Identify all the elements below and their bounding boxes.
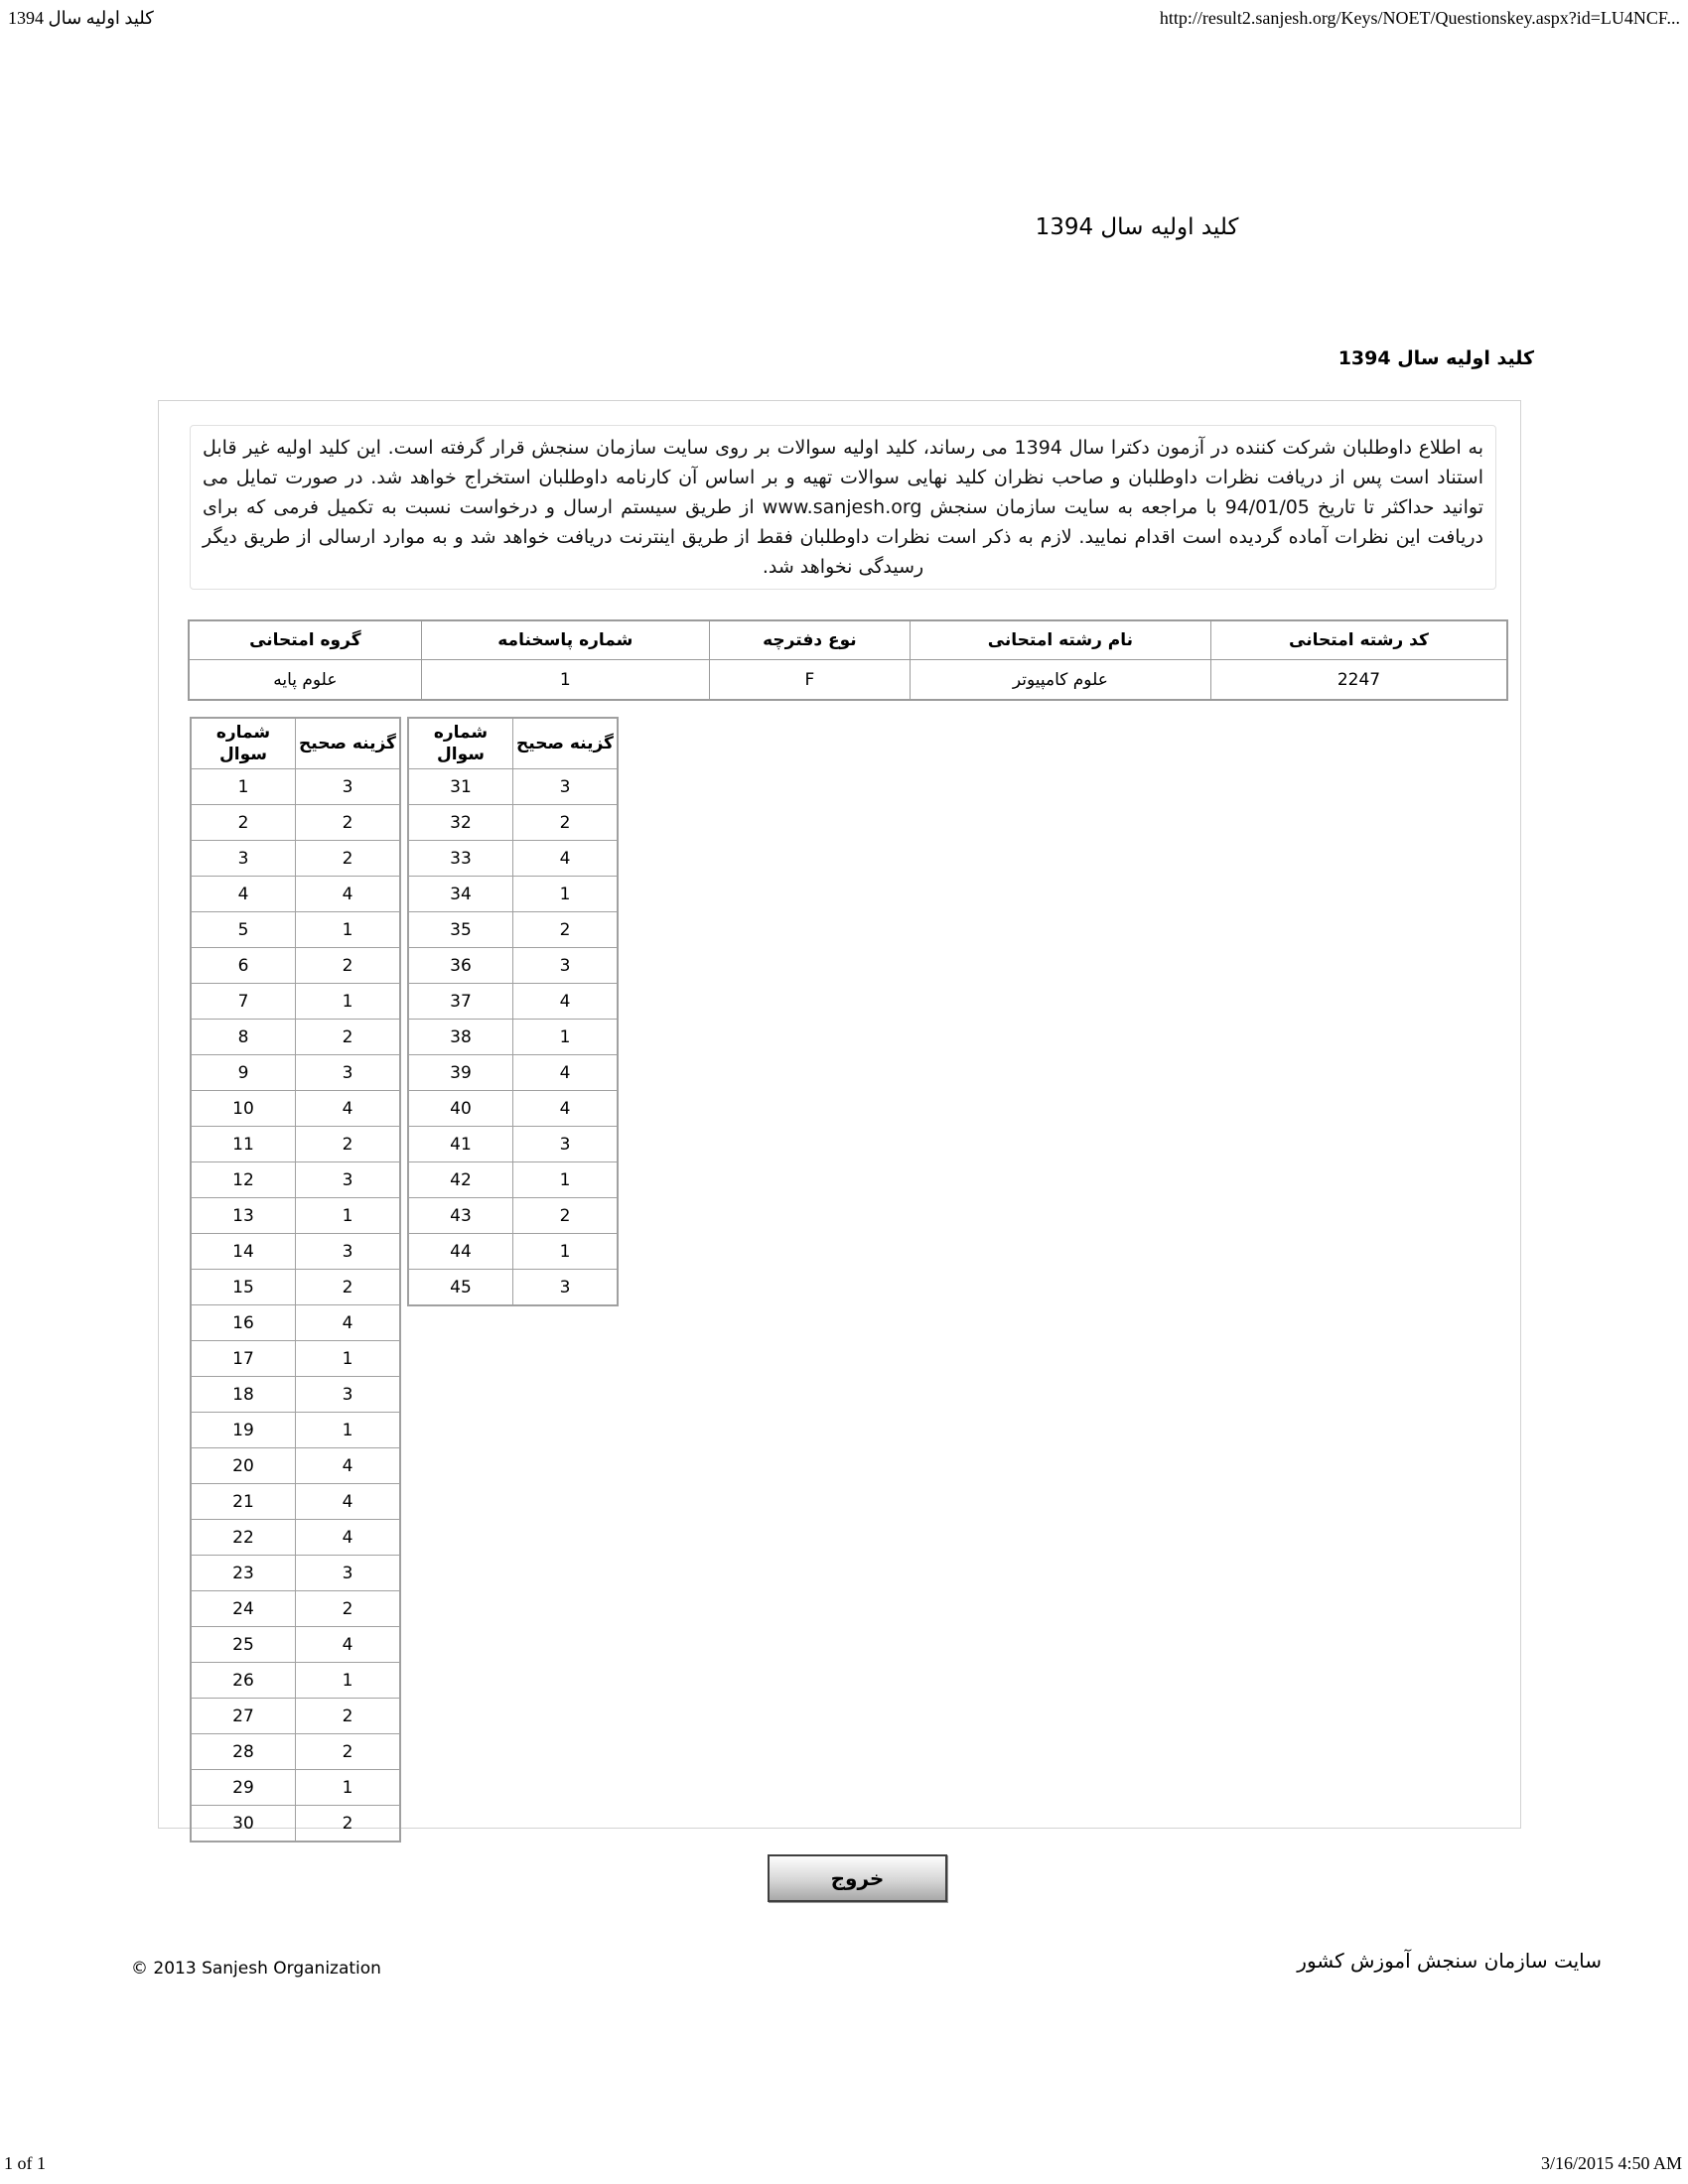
answer-row	[191, 1520, 400, 1556]
print-timestamp: 3/16/2015 4:50 AM	[1540, 2153, 1682, 2173]
answer-row	[408, 841, 618, 877]
correct-option: 4	[513, 1091, 619, 1127]
question-number: 10	[191, 1091, 296, 1127]
question-number: 17	[191, 1341, 296, 1377]
answer-row	[191, 1627, 400, 1663]
question-number: 14	[191, 1234, 296, 1270]
content-panel	[158, 400, 1521, 1834]
correct-option: 4	[296, 1305, 401, 1341]
question-number: 25	[191, 1627, 296, 1663]
question-number: 13	[191, 1198, 296, 1234]
exam-info-header-cell: نوع دفترچه	[709, 620, 910, 660]
answer-row	[408, 1198, 618, 1234]
correct-option: 3	[296, 1234, 401, 1270]
correct-option: 2	[296, 1020, 401, 1055]
answer-row	[191, 877, 400, 912]
question-number: 4	[191, 877, 296, 912]
question-number: 1	[191, 769, 296, 805]
answer-row	[191, 1591, 400, 1627]
question-number: 27	[191, 1699, 296, 1734]
answer-row	[408, 877, 618, 912]
question-number: 40	[408, 1091, 513, 1127]
answer-tables	[190, 717, 619, 1843]
answer-row	[191, 1270, 400, 1305]
correct-option: 2	[296, 841, 401, 877]
section-title: کلید اولیه سال 1394	[1337, 347, 1534, 369]
answer-row	[191, 1020, 400, 1055]
question-number: 39	[408, 1055, 513, 1091]
correct-option: 2	[296, 1270, 401, 1305]
correct-option: 4	[296, 1448, 401, 1484]
question-number: 18	[191, 1377, 296, 1413]
print-header-url: http://result2.sanjesh.org/Keys/NOET/Questionskey.aspx?id=LU4NCF...	[1159, 8, 1680, 28]
question-number: 42	[408, 1162, 513, 1198]
question-number: 7	[191, 984, 296, 1020]
question-number: 45	[408, 1270, 513, 1306]
correct-option-header: گزینه صحیح	[296, 718, 401, 769]
correct-option: 2	[296, 1127, 401, 1162]
answer-row	[408, 1020, 618, 1055]
question-number: 28	[191, 1734, 296, 1770]
correct-option: 1	[513, 877, 619, 912]
exam-info-value-row	[189, 660, 1507, 701]
correct-option: 2	[296, 1734, 401, 1770]
answer-row	[191, 769, 400, 805]
correct-option: 4	[296, 1520, 401, 1556]
answer-row	[408, 1127, 618, 1162]
correct-option: 2	[296, 948, 401, 984]
answer-row	[191, 1699, 400, 1734]
answer-row	[191, 1484, 400, 1520]
correct-option: 2	[513, 912, 619, 948]
answer-row	[191, 841, 400, 877]
correct-option: 1	[296, 1413, 401, 1448]
correct-option: 1	[296, 912, 401, 948]
answer-table-1-30	[190, 717, 401, 1843]
question-number: 43	[408, 1198, 513, 1234]
correct-option: 3	[513, 1270, 619, 1306]
exam-info-value-cell: 1	[421, 660, 709, 701]
question-number: 31	[408, 769, 513, 805]
question-number: 44	[408, 1234, 513, 1270]
exam-info-value-cell: 2247	[1210, 660, 1507, 701]
question-number: 20	[191, 1448, 296, 1484]
correct-option: 2	[296, 1699, 401, 1734]
answer-row	[191, 1556, 400, 1591]
question-number: 9	[191, 1055, 296, 1091]
question-number: 30	[191, 1806, 296, 1843]
question-number-header: شماره سوال	[191, 718, 296, 769]
answer-row	[408, 984, 618, 1020]
answer-row	[191, 984, 400, 1020]
answer-row	[408, 912, 618, 948]
answer-row	[408, 1270, 618, 1306]
question-number: 34	[408, 877, 513, 912]
question-number: 8	[191, 1020, 296, 1055]
correct-option: 2	[513, 1198, 619, 1234]
answer-row	[408, 1234, 618, 1270]
question-number: 33	[408, 841, 513, 877]
answer-row	[191, 912, 400, 948]
correct-option: 1	[296, 984, 401, 1020]
print-header-title: کلید اولیه سال 1394	[8, 8, 154, 28]
answer-row	[191, 1770, 400, 1806]
correct-option: 1	[296, 1198, 401, 1234]
answer-row	[408, 1091, 618, 1127]
correct-option: 3	[513, 769, 619, 805]
question-number: 22	[191, 1520, 296, 1556]
copyright-text: © 2013 Sanjesh Organization	[131, 1959, 381, 1979]
answer-row	[191, 1162, 400, 1198]
correct-option: 2	[296, 805, 401, 841]
exam-info-value-cell: F	[709, 660, 910, 701]
answer-row	[191, 1413, 400, 1448]
site-name-text: سایت سازمان سنجش آموزش کشور	[1297, 1949, 1602, 1973]
correct-option: 4	[296, 1091, 401, 1127]
answer-header-row	[408, 718, 618, 769]
correct-option: 4	[513, 841, 619, 877]
answer-row	[191, 1127, 400, 1162]
question-number: 21	[191, 1484, 296, 1520]
question-number-header: شماره سوال	[408, 718, 513, 769]
exam-info-value-cell: علوم پایه	[189, 660, 421, 701]
correct-option: 3	[296, 1556, 401, 1591]
correct-option: 3	[513, 1127, 619, 1162]
correct-option: 4	[513, 1055, 619, 1091]
page-title: کلید اولیه سال 1394	[1035, 214, 1239, 240]
question-number: 3	[191, 841, 296, 877]
correct-option: 1	[296, 1770, 401, 1806]
question-number: 6	[191, 948, 296, 984]
exam-info-header-row	[189, 620, 1507, 660]
answer-row	[408, 1162, 618, 1198]
correct-option: 2	[513, 805, 619, 841]
correct-option: 1	[513, 1020, 619, 1055]
exam-info-header-cell: شماره پاسخنامه	[421, 620, 709, 660]
correct-option: 3	[296, 1377, 401, 1413]
question-number: 26	[191, 1663, 296, 1699]
question-number: 16	[191, 1305, 296, 1341]
question-number: 12	[191, 1162, 296, 1198]
correct-option: 1	[513, 1162, 619, 1198]
question-number: 36	[408, 948, 513, 984]
question-number: 5	[191, 912, 296, 948]
answer-row	[408, 805, 618, 841]
correct-option: 3	[296, 769, 401, 805]
question-number: 32	[408, 805, 513, 841]
exam-info-value-cell: علوم کامپیوتر	[910, 660, 1210, 701]
correct-option: 4	[513, 984, 619, 1020]
question-number: 37	[408, 984, 513, 1020]
answer-row	[408, 769, 618, 805]
answer-row	[191, 1734, 400, 1770]
correct-option: 3	[296, 1055, 401, 1091]
answer-row	[408, 1055, 618, 1091]
correct-option: 2	[296, 1591, 401, 1627]
print-page-number: 1 of 1	[4, 2153, 46, 2173]
answer-row	[191, 1341, 400, 1377]
correct-option: 3	[513, 948, 619, 984]
notice-paragraph: به اطلاع داوطلبان شرکت کننده در آزمون دکترا سال 1394 می رساند، کلید اولیه سوالات بر روی سایت سازمان سنجش قرار گرفته است. این کلید اولیه غیر قابل استناد است پس از دریافت نظرات داوطلبان و صاحب نظران کلید نهایی سوالات تهیه و بر اساس آن کارنامه داوطلبان استخراج خواهد شد. در صورت تمایل می توانید حداکثر تا تاریخ 94/01/05 با مراجعه به سایت سازمان سنجش www.sanjesh.org از طریق سیستم ارسال و درخواست نسبت به تکمیل فرمی که برای دریافت این نظرات آماده گردیده است اقدام نمایید. لازم به ذکر است نظرات داوطلبان فقط از طریق اینترنت دریافت خواهد شد و به موارد ارسالی از طریق دیگر رسیدگی نخواهد شد.	[190, 425, 1496, 590]
exit-button[interactable]: خروج	[768, 1854, 947, 1902]
exam-info-header-cell: گروه امتحانی	[189, 620, 421, 660]
answer-row	[191, 1806, 400, 1843]
question-number: 11	[191, 1127, 296, 1162]
correct-option-header: گزینه صحیح	[513, 718, 619, 769]
answer-row	[191, 948, 400, 984]
correct-option: 1	[296, 1663, 401, 1699]
correct-option: 4	[296, 1627, 401, 1663]
answer-row	[191, 1377, 400, 1413]
exam-info-table	[188, 619, 1508, 701]
answer-row	[191, 1305, 400, 1341]
answer-row	[408, 948, 618, 984]
correct-option: 4	[296, 1484, 401, 1520]
question-number: 35	[408, 912, 513, 948]
exam-info-header-cell: نام رشته امتحانی	[910, 620, 1210, 660]
answer-header-row	[191, 718, 400, 769]
question-number: 29	[191, 1770, 296, 1806]
question-number: 41	[408, 1127, 513, 1162]
question-number: 15	[191, 1270, 296, 1305]
answer-row	[191, 1663, 400, 1699]
question-number: 38	[408, 1020, 513, 1055]
question-number: 23	[191, 1556, 296, 1591]
correct-option: 2	[296, 1806, 401, 1843]
answer-table-31-45	[407, 717, 619, 1306]
correct-option: 4	[296, 877, 401, 912]
exam-info-header-cell: کد رشته امتحانی	[1210, 620, 1507, 660]
question-number: 19	[191, 1413, 296, 1448]
answer-row	[191, 1091, 400, 1127]
question-number: 2	[191, 805, 296, 841]
answer-row	[191, 1198, 400, 1234]
answer-row	[191, 1448, 400, 1484]
answer-row	[191, 1234, 400, 1270]
correct-option: 1	[296, 1341, 401, 1377]
question-number: 24	[191, 1591, 296, 1627]
answer-row	[191, 1055, 400, 1091]
correct-option: 3	[296, 1162, 401, 1198]
answer-row	[191, 805, 400, 841]
correct-option: 1	[513, 1234, 619, 1270]
